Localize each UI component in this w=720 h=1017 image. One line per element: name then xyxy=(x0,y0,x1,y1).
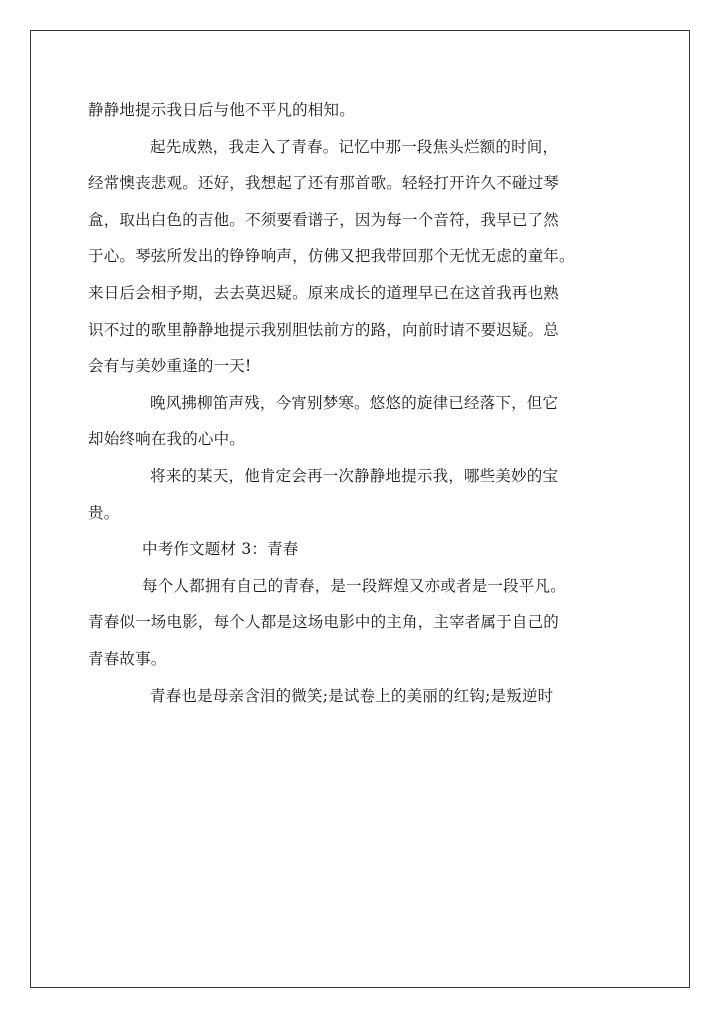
paragraph-start: 起先成熟，我走入了青春。记忆中那一段焦头烂额的时间， xyxy=(150,137,559,156)
paragraph-start: 青春也是母亲含泪的微笑;是试卷上的美丽的红钩;是叛逆时 xyxy=(150,686,554,705)
text-line: 青春似一场电影，每个人都是这场电影中的主角，主宰者属于自己的 xyxy=(88,613,560,632)
paragraph-start: 将来的某天，他肯定会再一次静静地提示我，哪些美妙的宝 xyxy=(150,466,559,485)
text-line: 却始终响在我的心中。 xyxy=(88,430,246,449)
text-line: 会有与美妙重逢的一天! xyxy=(88,357,252,376)
section-heading: 中考作文题材 3：青春 xyxy=(142,540,299,559)
paragraph-start: 每个人都拥有自己的青春，是一段辉煌又亦或者是一段平凡。 xyxy=(142,576,566,595)
text-line: 贵。 xyxy=(88,503,120,522)
text-line: 于心。琴弦所发出的铮铮响声，仿佛又把我带回那个无忧无虑的童年。 xyxy=(88,247,575,266)
paragraph-start: 晚风拂柳笛声残，今宵别梦寒。悠悠的旋律已经落下，但它 xyxy=(150,393,559,412)
text-line: 来日后会相予期，去去莫迟疑。原来成长的道理早已在这首我再也熟 xyxy=(88,283,560,302)
text-line: 识不过的歌里静静地提示我别胆怯前方的路，向前时请不要迟疑。总 xyxy=(88,320,560,339)
text-line: 经常懊丧悲观。还好，我想起了还有那首歌。轻轻打开许久不碰过琴 xyxy=(88,174,560,193)
document-body xyxy=(88,92,662,714)
text-line: 青春故事。 xyxy=(88,649,167,668)
text-line: 静静地提示我日后与他不平凡的相知。 xyxy=(88,101,355,119)
text-line: 盒，取出白色的吉他。不须要看谱子，因为每一个音符，我早已了然 xyxy=(88,210,560,229)
